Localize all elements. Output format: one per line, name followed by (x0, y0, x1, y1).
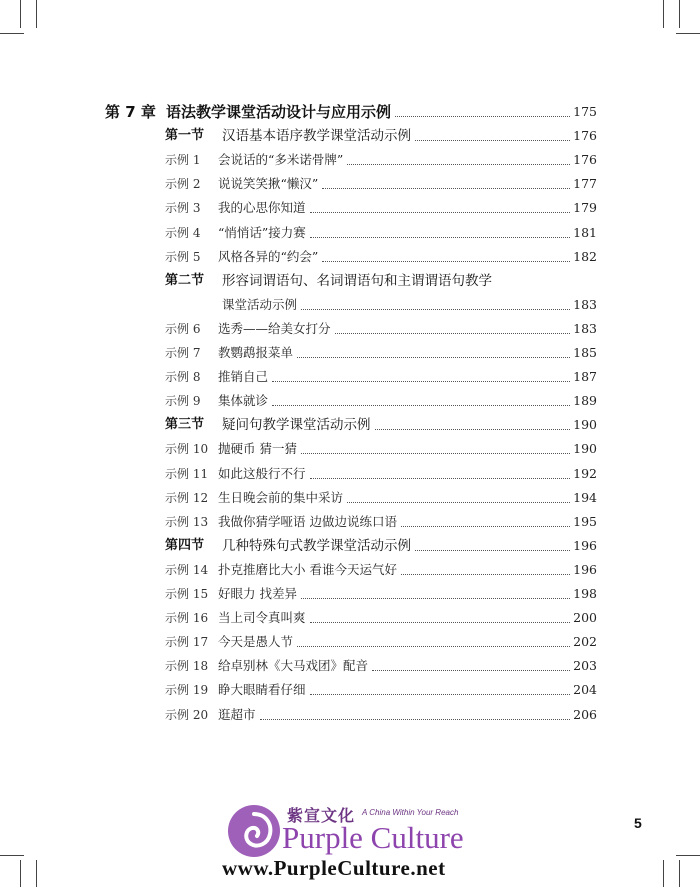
toc-leader-dots (301, 438, 570, 454)
watermark-brand-name: Purple Culture (282, 820, 464, 855)
toc-leader-dots (322, 246, 570, 262)
crop-mark-bottom-right-h (676, 855, 700, 856)
toc-label: 示例 10 (165, 442, 209, 457)
toc-entry-row (0, 294, 700, 318)
toc-section-row (0, 270, 700, 294)
toc-label: 示例 16 (165, 611, 209, 626)
toc-title: 我的心思你知道 (218, 200, 306, 216)
toc-label: 第一节 (165, 128, 205, 144)
toc-leader-dots (335, 318, 570, 334)
toc-leader-dots (395, 101, 570, 117)
crop-mark-bottom-left-v (20, 860, 21, 887)
toc-label: 示例 11 (165, 466, 209, 481)
toc-page-number: 206 (573, 706, 597, 722)
toc-title: 逛超市 (218, 706, 256, 722)
toc-entry-row (0, 246, 700, 270)
toc-entry-row (0, 390, 700, 414)
toc-title: 集体就诊 (218, 393, 269, 409)
toc-label: 第 7 章 (105, 103, 156, 121)
toc-label: 示例 14 (165, 562, 209, 577)
toc-label: 第二节 (165, 272, 205, 288)
toc-page-number: 198 (573, 586, 597, 601)
toc-label: 示例 17 (165, 635, 209, 650)
crop-mark-top-left-v2 (36, 0, 37, 28)
toc-title: 教鹦鹉报菜单 (218, 345, 294, 360)
toc-leader-dots (347, 149, 570, 165)
toc-entry-row (0, 583, 700, 607)
toc-page-number: 175 (573, 104, 597, 119)
toc-label: 示例 1 (165, 153, 201, 168)
toc-entry-row (0, 173, 700, 197)
toc-title: 抛硬币 猜一猜 (218, 441, 297, 457)
toc-page-number: 204 (573, 682, 597, 698)
toc-title: 语法教学课堂活动设计与应用示例 (166, 103, 392, 121)
toc-leader-dots (375, 414, 570, 430)
toc-leader-dots (297, 631, 570, 647)
toc-leader-dots (310, 463, 570, 479)
toc-title: 选秀——给美女打分 (218, 320, 331, 336)
toc-page-number: 192 (573, 465, 597, 481)
toc-entry-row (0, 149, 700, 173)
toc-label: 示例 6 (165, 321, 201, 336)
toc-label: 示例 15 (165, 587, 209, 601)
toc-title: 给卓别林《大马戏团》配音 (218, 658, 369, 674)
toc-page-number: 177 (573, 176, 597, 192)
toc-entry-row (0, 511, 700, 535)
purple-culture-watermark (222, 800, 522, 882)
toc-page-number: 182 (573, 248, 597, 264)
toc-title: 今天是愚人节 (218, 634, 294, 650)
toc-title: 扑克推磨比大小 看谁今天运气好 (218, 561, 397, 577)
toc-entry-row (0, 631, 700, 655)
toc-title: 风格各异的“约会” (218, 248, 319, 264)
toc-title: 会说话的“多米诺骨牌” (218, 152, 344, 168)
toc-entry-row (0, 679, 700, 703)
toc-entry-row (0, 197, 700, 221)
toc-leader-dots (401, 511, 570, 527)
crop-mark-bottom-left-v2 (36, 860, 37, 887)
toc-title: 说说笑笑揪“懒汉” (218, 176, 319, 192)
toc-title: 当上司令真叫爽 (218, 610, 306, 626)
toc-page-number: 203 (573, 658, 597, 674)
toc-label: 示例 2 (165, 177, 201, 192)
toc-title: 生日晚会前的集中采访 (218, 489, 344, 505)
toc-entry-row (0, 607, 700, 631)
toc-label: 示例 18 (165, 659, 209, 674)
toc-label: 示例 8 (165, 370, 201, 385)
toc-leader-dots (322, 173, 570, 189)
toc-page-number: 200 (573, 610, 597, 626)
toc-section-row (0, 125, 700, 149)
toc-entry-row (0, 366, 700, 390)
toc-leader-dots (415, 535, 570, 551)
toc-title: 几种特殊句式教学课堂活动示例 (222, 537, 411, 554)
toc-section-row (0, 414, 700, 438)
toc-leader-dots (272, 366, 570, 382)
toc-leader-dots (310, 679, 570, 695)
crop-mark-bottom-right-v (663, 860, 664, 887)
spiral-logo-icon (226, 802, 282, 860)
toc-leader-dots (301, 294, 570, 310)
toc-page-number: 183 (573, 296, 597, 312)
toc-title: 睁大眼睛看仔细 (218, 682, 306, 698)
crop-mark-top-left-v (20, 0, 21, 28)
crop-mark-top-right-v (663, 0, 664, 28)
toc-entry-row (0, 318, 700, 342)
toc-title: 我做你猜学哑语 边做边说练口语 (218, 513, 397, 529)
crop-mark-top-right-h (676, 33, 700, 34)
toc-label: 第三节 (165, 417, 205, 433)
toc-label: 示例 5 (165, 249, 201, 264)
toc-label: 示例 13 (165, 514, 209, 529)
toc-leader-dots (372, 655, 570, 671)
page-number: 5 (634, 815, 642, 831)
toc-title: 疑问句教学课堂活动示例 (222, 417, 371, 434)
toc-label: 示例 4 (165, 225, 201, 240)
toc-page-number: 194 (573, 489, 597, 505)
toc-entry-row (0, 704, 700, 728)
toc-label: 示例 7 (165, 346, 201, 360)
toc-leader-dots (401, 559, 570, 575)
toc-label: 示例 9 (165, 394, 201, 409)
toc-entry-row (0, 438, 700, 462)
toc-leader-dots (301, 583, 570, 599)
toc-page-number: 189 (573, 393, 597, 409)
toc-page-number: 202 (573, 634, 597, 650)
watermark-url: www.PurpleCulture.net (222, 856, 446, 880)
toc-leader-dots (310, 607, 570, 623)
toc-title: 如此这般行不行 (218, 465, 306, 481)
toc-page-number: 181 (573, 224, 597, 240)
toc-title: 课堂活动示例 (222, 296, 298, 312)
toc-page-number: 190 (573, 441, 597, 457)
toc-entry-row (0, 222, 700, 246)
toc-page-number: 195 (573, 513, 597, 529)
toc-leader-dots (310, 197, 570, 213)
toc-leader-dots (347, 487, 570, 503)
watermark-tagline: A China Within Your Reach (362, 808, 459, 817)
toc-section-row (0, 535, 700, 559)
toc-leader-dots (260, 704, 570, 720)
toc-label: 示例 20 (165, 707, 209, 722)
toc-leader-dots (272, 390, 570, 406)
crop-mark-bottom-left-h (0, 855, 24, 856)
crop-mark-top-left-h (0, 33, 24, 34)
toc-title: “悄悄话”接力赛 (218, 224, 306, 240)
toc-leader-dots (297, 342, 570, 358)
watermark-chinese-name: 紫宣文化 (287, 806, 356, 825)
toc-entry-row (0, 487, 700, 511)
toc-page-number: 187 (573, 369, 597, 385)
crop-mark-top-right-v2 (679, 0, 680, 28)
toc-title: 好眼力 找差异 (218, 586, 297, 601)
toc-leader-dots (415, 125, 570, 141)
toc-page-number: 176 (573, 152, 597, 168)
toc-page-number: 179 (573, 200, 597, 216)
toc-page-number: 196 (573, 561, 597, 577)
toc-page-number: 185 (573, 345, 597, 360)
toc-label: 示例 19 (165, 683, 209, 698)
toc-entry-row (0, 559, 700, 583)
toc-label: 第四节 (165, 537, 205, 553)
toc-page-number: 196 (573, 537, 597, 553)
toc-leader-dots (310, 222, 570, 238)
toc-title: 形容词谓语句、名词谓语句和主谓谓语句教学 (222, 272, 492, 289)
toc-page-number: 176 (573, 128, 597, 144)
toc-title: 汉语基本语序教学课堂活动示例 (222, 128, 411, 145)
toc-chapter-row (0, 101, 700, 125)
toc-label: 示例 12 (165, 490, 209, 505)
toc-entry-row (0, 342, 700, 366)
toc-entry-row (0, 463, 700, 487)
toc-page-number: 183 (573, 320, 597, 336)
crop-mark-bottom-right-v2 (679, 860, 680, 887)
toc-page-number: 190 (573, 417, 597, 433)
toc-entry-row (0, 655, 700, 679)
toc-label: 示例 3 (165, 201, 201, 216)
toc-title: 推销自己 (218, 369, 269, 385)
